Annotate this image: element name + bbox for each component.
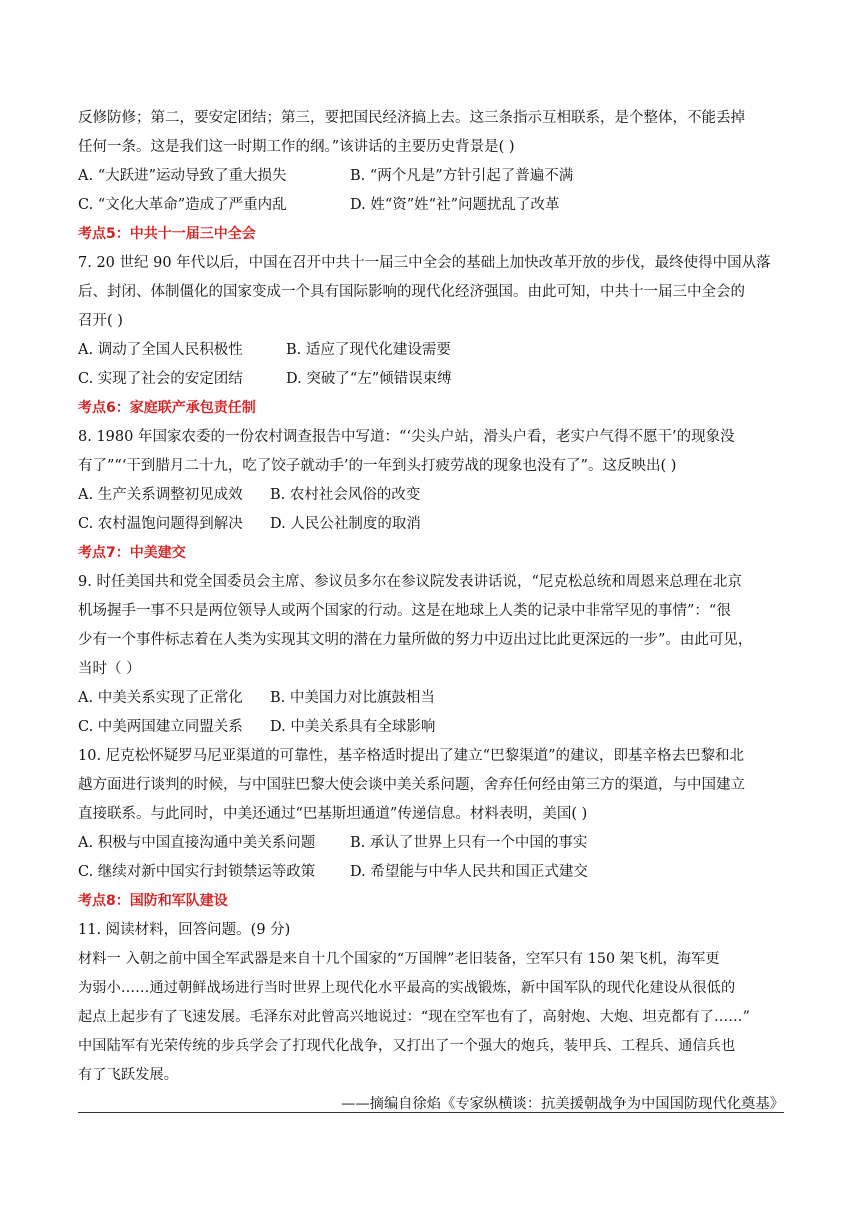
q6-option-a: A. “大跃进”运动导致了重大损失 — [78, 168, 287, 184]
q9-option-b: B. 中美国力对比旗鼓相当 — [270, 690, 435, 706]
q7-stem-line: 召开( ) — [78, 313, 123, 329]
q7-option-a: A. 调动了全国人民积极性 — [78, 342, 243, 358]
topic-heading-8: 考点8：国防和军队建设 — [78, 893, 228, 909]
q11-stem-line: 11. 阅读材料，回答问题。(9 分) — [78, 922, 291, 938]
q6-options-row — [78, 162, 784, 191]
q11-source-citation: ——摘编自徐焰《专家纵横谈：抗美援朝战争为中国国防现代化奠基》 — [341, 1096, 784, 1112]
footer-divider — [78, 1112, 784, 1113]
q9-options-row — [78, 713, 784, 742]
q10-options-row — [78, 829, 784, 858]
q8-option-d: D. 人民公社制度的取消 — [270, 516, 421, 532]
q6-option-b: B. “两个凡是”方针引起了普遍不满 — [350, 168, 574, 184]
q9-stem-line: 少有一个事件标志着在人类为实现其文明的潜在力量所做的努力中迈出过比此更深远的一步”。由此可见， — [78, 632, 753, 648]
q10-stem-line: 越方面进行谈判的时候，与中国驻巴黎大使会谈中美关系问题，舍弃任何经由第三方的渠道，与中国建立 — [78, 777, 745, 793]
q8-stem-line: 有了”“‘干到腊月二十九，吃了饺子就动手’的一年到头打疲劳战的现象也没有了”。这反映出( ) — [78, 458, 677, 474]
q8-stem-line: 8. 1980 年国家农委的一份农村调查报告中写道：“‘尖头户站，滑头户看，老实户气得不愿干’的现象没 — [78, 429, 735, 445]
q9-stem-line: 当时（ ） — [78, 661, 141, 677]
q10-options-row — [78, 858, 784, 887]
q6-option-c: C. “文化大革命”造成了严重内乱 — [78, 197, 287, 213]
q7-stem-line: 7. 20 世纪 90 年代以后，中国在召开中共十一届三中全会的基础上加快改革开放的步伐，最终使得中国从落 — [78, 255, 771, 271]
q7-options-row — [78, 336, 784, 365]
q9-options-row — [78, 684, 784, 713]
q7-option-c: C. 实现了社会的安定团结 — [78, 371, 243, 387]
q9-option-a: A. 中美关系实现了正常化 — [78, 690, 243, 706]
q9-option-c: C. 中美两国建立同盟关系 — [78, 719, 243, 735]
q11-material-line: 材料一 入朝之前中国全军武器是来自十几个国家的“万国牌”老旧装备，空军只有 150 架飞机，海军更 — [78, 951, 720, 967]
q9-option-d: D. 中美关系具有全球影响 — [270, 719, 436, 735]
q11-material-line: 有了飞跃发展。 — [78, 1067, 179, 1083]
q11-material-line: 起点上起步有了飞速发展。毛泽东对此曾高兴地说过：“现在空军也有了，高射炮、大炮、坦克都有了……” — [78, 1009, 750, 1025]
q8-option-a: A. 生产关系调整初见成效 — [78, 487, 243, 503]
q7-options-row — [78, 365, 784, 394]
q10-option-b: B. 承认了世界上只有一个中国的事实 — [350, 835, 588, 851]
q10-stem-line: 10. 尼克松怀疑罗马尼亚渠道的可靠性，基辛格适时提出了建立“巴黎渠道”的建议，即基辛格去巴黎和北 — [78, 748, 744, 764]
q8-option-c: C. 农村温饱问题得到解决 — [78, 516, 243, 532]
q8-options-row — [78, 510, 784, 539]
q6-option-d: D. 姓“资”姓“社”问题扰乱了改革 — [350, 197, 560, 213]
q10-option-a: A. 积极与中国直接沟通中美关系问题 — [78, 835, 316, 851]
q6-options-row — [78, 191, 784, 220]
q6-stem-line: 反修防修；第二，要安定团结；第三，要把国民经济搞上去。这三条指示互相联系，是个整体，不能丢掉 — [78, 110, 745, 126]
q8-option-b: B. 农村社会风俗的改变 — [270, 487, 421, 503]
q9-stem-line: 9. 时任美国共和党全国委员会主席、参议员多尔在参议院发表讲话说，“尼克松总统和周恩来总理在北京 — [78, 574, 742, 590]
q10-stem-line: 直接联系。与此同时，中美还通过“巴基斯坦通道”传递信息。材料表明，美国( ) — [78, 806, 588, 822]
q10-option-c: C. 继续对新中国实行封锁禁运等政策 — [78, 864, 316, 880]
q11-material-line: 中国陆军有光荣传统的步兵学会了打现代化战争，又打出了一个强大的炮兵，装甲兵、工程兵、通信兵也 — [78, 1038, 736, 1054]
q6-stem-line: 任何一条。这是我们这一时期工作的纲。”该讲话的主要历史背景是( ) — [78, 139, 515, 155]
q7-option-d: D. 突破了“左”倾错误束缚 — [286, 371, 452, 387]
q7-option-b: B. 适应了现代化建设需要 — [286, 342, 451, 358]
document-page — [78, 104, 784, 1119]
q9-stem-line: 机场握手一事不只是两位领导人或两个国家的行动。这是在地球上人类的记录中非常罕见的事情”：“很 — [78, 603, 731, 619]
topic-heading-6: 考点6：家庭联产承包责任制 — [78, 400, 256, 416]
q10-option-d: D. 希望能与中华人民共和国正式建交 — [350, 864, 588, 880]
q7-stem-line: 后、封闭、体制僵化的国家变成一个具有国际影响的现代化经济强国。由此可知，中共十一届三中全会的 — [78, 284, 745, 300]
topic-heading-5: 考点5：中共十一届三中全会 — [78, 226, 256, 242]
q8-options-row — [78, 481, 784, 510]
topic-heading-7: 考点7：中美建交 — [78, 545, 186, 561]
q11-material-line: 为弱小……通过朝鲜战场进行当时世界上现代化水平最高的实战锻炼，新中国军队的现代化建设从很低的 — [78, 980, 736, 996]
